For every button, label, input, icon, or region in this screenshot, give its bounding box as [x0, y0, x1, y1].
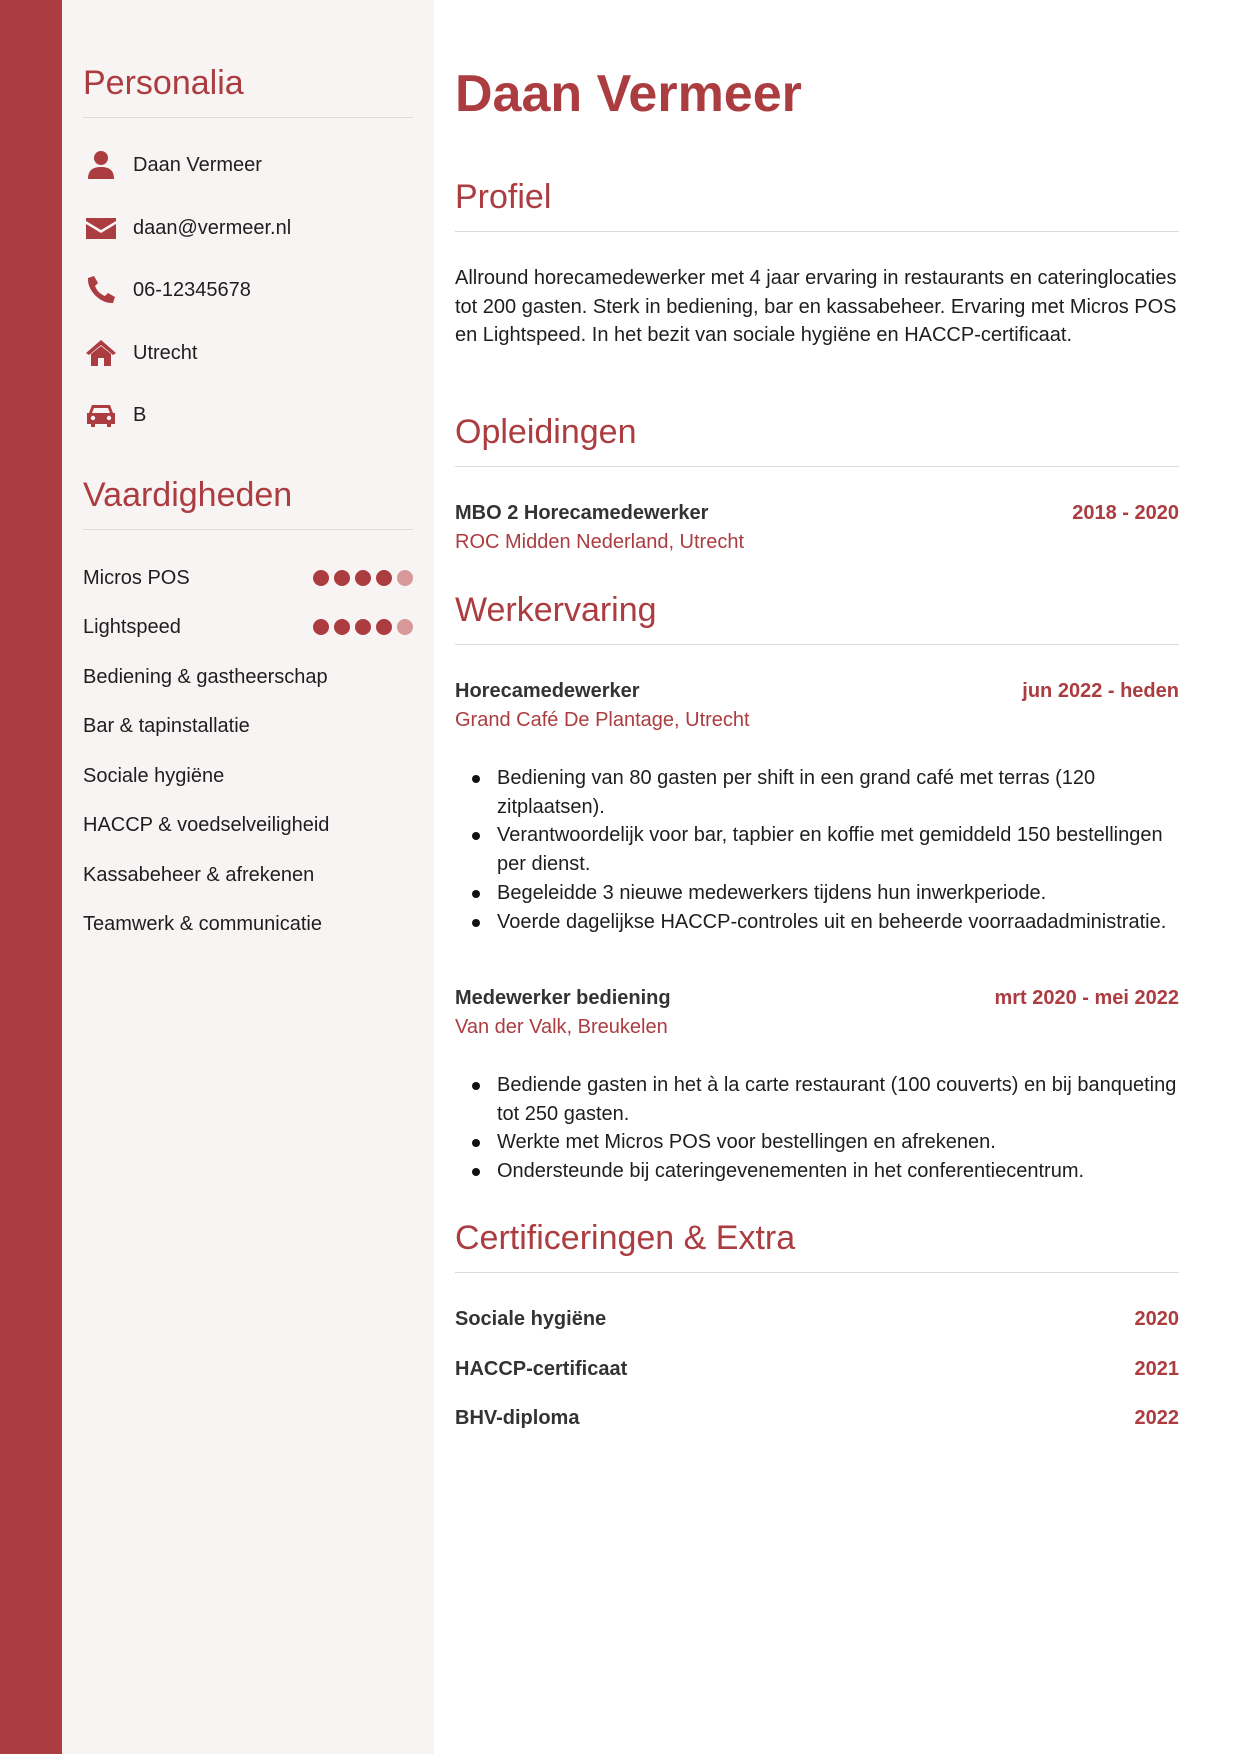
cert-title: BHV-diploma	[455, 1407, 580, 1429]
work-entry	[455, 680, 1179, 703]
skill-rating	[313, 619, 413, 635]
skill-name: Teamwerk & communicatie	[83, 912, 322, 935]
contact-email	[83, 211, 291, 245]
envelope-icon	[83, 211, 119, 245]
rating-dot	[313, 570, 329, 586]
list-item: Bediende gasten in het à la carte restaurant (100 couverts) en bij banqueting tot 250 gasten.	[497, 1071, 1179, 1128]
candidate-name: Daan Vermeer	[455, 65, 802, 123]
cert-title: Sociale hygiëne	[455, 1308, 607, 1330]
rating-dot-partial	[397, 570, 413, 586]
sidebar	[62, 0, 434, 1754]
contact-phone-text: 06-12345678	[133, 278, 251, 301]
work-bullets	[455, 1071, 1179, 1186]
rating-dot-partial	[397, 619, 413, 635]
skill-item	[83, 860, 413, 890]
list-item: Voerde dagelijkse HACCP-controles uit en beheerde voorraadadministratie.	[497, 908, 1179, 937]
work-company: Grand Café De Plantage, Utrecht	[455, 709, 750, 731]
contact-city-text: Utrecht	[133, 341, 198, 364]
skill-item	[83, 711, 413, 741]
education-date: 2018 - 2020	[1072, 502, 1179, 524]
rating-dot	[355, 619, 371, 635]
skill-item	[83, 810, 413, 840]
cert-item	[455, 1407, 1179, 1430]
work-heading: Werkervaring	[455, 591, 1179, 645]
accent-bar	[0, 0, 62, 1754]
cert-title: HACCP-certificaat	[455, 1358, 628, 1380]
contact-email-text: daan@vermeer.nl	[133, 216, 292, 239]
work-title: Horecamedewerker	[455, 680, 640, 702]
cert-year: 2022	[1134, 1407, 1179, 1429]
skill-item	[83, 662, 413, 692]
skill-name: Sociale hygiëne	[83, 764, 225, 787]
work-date: mrt 2020 - mei 2022	[994, 987, 1179, 1009]
skills-heading: Vaardigheden	[83, 476, 413, 530]
list-item: Bediening van 80 gasten per shift in een grand café met terras (120 zitplaatsen).	[497, 764, 1179, 821]
cert-heading: Certificeringen & Extra	[455, 1219, 1179, 1273]
work-entry	[455, 987, 1179, 1010]
skill-name: Kassabeheer & afrekenen	[83, 863, 315, 886]
rating-dot	[334, 570, 350, 586]
contact-phone	[83, 273, 251, 307]
rating-dot	[376, 619, 392, 635]
skill-name: Bediening & gastheerschap	[83, 665, 328, 688]
skill-name: Bar & tapinstallatie	[83, 714, 250, 737]
home-icon	[83, 336, 119, 370]
profile-heading: Profiel	[455, 178, 1179, 232]
skill-item	[83, 761, 413, 791]
education-entry	[455, 502, 1179, 525]
cert-year: 2020	[1134, 1308, 1179, 1330]
work-bullets	[455, 764, 1179, 936]
skill-item	[83, 909, 413, 939]
skill-rating	[313, 570, 413, 586]
cert-year: 2021	[1134, 1358, 1179, 1380]
list-item: Ondersteunde bij cateringevenementen in het conferentiecentrum.	[497, 1157, 1179, 1186]
work-date: jun 2022 - heden	[1022, 680, 1179, 702]
rating-dot	[334, 619, 350, 635]
work-company: Van der Valk, Breukelen	[455, 1016, 668, 1038]
contact-name	[83, 148, 262, 182]
list-item: Werkte met Micros POS voor bestellingen en afrekenen.	[497, 1128, 1179, 1157]
car-icon	[83, 398, 119, 432]
education-heading: Opleidingen	[455, 413, 1179, 467]
skill-name: HACCP & voedselveiligheid	[83, 813, 330, 836]
contact-license	[83, 398, 146, 432]
work-title: Medewerker bediening	[455, 987, 671, 1009]
skill-name: Lightspeed	[83, 615, 181, 638]
contact-name-text: Daan Vermeer	[133, 153, 262, 176]
user-icon	[83, 148, 119, 182]
list-item: Begeleidde 3 nieuwe medewerkers tijdens hun inwerkperiode.	[497, 879, 1179, 908]
list-item: Verantwoordelijk voor bar, tapbier en koffie met gemiddeld 150 bestellingen per dienst.	[497, 821, 1179, 878]
cert-item	[455, 1358, 1179, 1381]
skill-name: Micros POS	[83, 566, 190, 589]
skill-item	[83, 563, 413, 593]
rating-dot	[355, 570, 371, 586]
contact-city	[83, 336, 197, 370]
education-title: MBO 2 Horecamedewerker	[455, 502, 709, 524]
phone-icon	[83, 273, 119, 307]
cert-item	[455, 1308, 1179, 1331]
rating-dot	[376, 570, 392, 586]
rating-dot	[313, 619, 329, 635]
contact-license-text: B	[133, 403, 147, 426]
education-institution: ROC Midden Nederland, Utrecht	[455, 531, 745, 553]
profile-text: Allround horecamedewerker met 4 jaar ervaring in restaurants en cateringlocaties tot 200 gasten. Sterk in bediening, bar en kassabeheer. Ervaring met Micros POS en Lightspeed. In het bezit van sociale hygiëne en HACCP-certificaat.	[455, 267, 1177, 346]
skill-item	[83, 612, 413, 642]
personal-heading: Personalia	[83, 64, 413, 118]
